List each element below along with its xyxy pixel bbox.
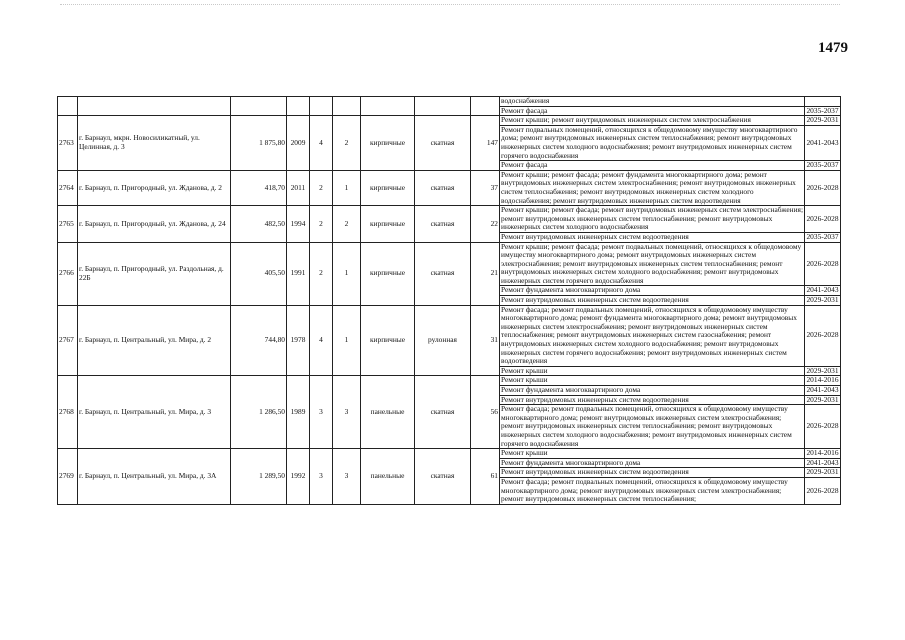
area-cell: 482,50 [231,206,287,242]
work-period-cell: 2041-2043 [806,285,839,295]
roof-type-cell: скатная [415,170,471,205]
wall-material-cell: кирпичные [361,242,415,305]
scan-noise-line [60,4,840,7]
apartments-cell: 56 [471,376,500,449]
table-row [58,305,841,366]
year-cell [287,97,310,116]
address-cell: г. Барнаул, мкрн. Новосиликатный, ул. Целинная, д. 3 [78,116,231,171]
year-cell: 2011 [287,170,310,205]
work-period-cell: 2035-2037 [806,232,839,241]
work-description-cell: Ремонт фасада [500,106,805,116]
work-description-cell: Ремонт внутридомовых инженерных систем водоотведения [500,232,805,242]
floors-cell: 3 [310,449,333,505]
year-cell: 1978 [287,305,310,376]
wall-material-cell: панельные [361,449,415,505]
address-cell: г. Барнаул, п. Пригородный, ул. Жданова, д. 24 [78,206,231,242]
entrances-cell: 2 [333,206,361,242]
roof-type-cell: скатная [415,242,471,305]
roof-type-cell: скатная [415,116,471,171]
work-period-cell: 2026-2028 [805,170,841,205]
address-cell [78,97,231,116]
entrances-cell: 1 [333,305,361,376]
work-description-cell: Ремонт фасада; ремонт подвальных помещений, относящихся к общедомовому имуществу многоквартирного дома; ремонт внутридомовых инженерных систем электроснабжения; ремонт внутридомовых инженерных систем теплоснабжения; [500,477,805,504]
house-number-cell: 2766 [58,242,78,305]
work-period-cell: 2026-2028 [805,405,841,449]
work-description-cell: Ремонт крыши [500,449,805,459]
year-cell: 2009 [287,116,310,171]
area-cell: 1 286,50 [231,376,287,449]
work-period-cell: 2029-2031 [806,467,839,477]
wall-material-cell: панельные [361,376,415,449]
work-period-cell: 2029-2031 [806,366,839,375]
table-row [58,116,841,126]
address-cell: г. Барнаул, п. Центральный, ул. Мира, д. 2 [78,305,231,376]
repair-schedule-table [57,96,841,505]
house-number-cell: 2769 [58,449,78,505]
roof-type-cell: скатная [415,449,471,505]
work-period-cell: 2029-2031 [806,295,839,305]
wall-material-cell: кирпичные [361,116,415,171]
area-cell: 1 875,80 [231,116,287,171]
entrances-cell: 2 [333,116,361,171]
entrances-cell: 3 [333,449,361,505]
apartments-cell: 61 [471,449,500,505]
work-description-cell: Ремонт подвальных помещений, относящихся к общедомовому имуществу многоквартирного дома; ремонт внутридомовых инженерных систем теплоснабжения; ремонт внутридомовых инженерных систем холодного водоснабжения; ремонт внутридомовых инженерных систем горячего водоснабжения [500,125,805,160]
area-cell [231,97,287,116]
wall-material-cell: кирпичные [361,305,415,376]
floors-cell: 2 [310,242,333,305]
area-cell: 405,50 [231,242,287,305]
area-cell: 744,80 [231,305,287,376]
table-row [58,242,841,286]
work-description-cell: Ремонт крыши; ремонт внутридомовых инженерных систем электроснабжения [500,116,805,126]
work-period-cell: 2029-2031 [806,395,839,404]
work-description-cell: Ремонт фасада; ремонт подвальных помещений, относящихся к общедомовому имуществу многоквартирного дома; ремонт фундамента многоквартирного дома; ремонт внутридомовых инженерных систем электроснабжения; ремонт внутридомовых инженерных систем теплоснабжения; ремонт внутридомовых инженерных систем газоснабжения; ремонт внутридомовых инженерных систем холодного водоснабжения; ремонт внутридомовых инженерных систем горячего водоснабжения; ремонт внутридомовых инженерных систем водоотведения [500,305,805,366]
work-description-cell: Ремонт фундамента многоквартирного дома [500,386,805,396]
work-description-cell: Ремонт крыши [500,366,805,376]
wall-material-cell: кирпичные [361,170,415,205]
work-period-cell: 2029-2031 [806,115,839,125]
apartments-cell: 21 [471,242,500,305]
work-description-cell: Ремонт крыши; ремонт фасада; ремонт подвальных помещений, относящихся к общедомовому имуществу многоквартирного дома; ремонт внутридомовых инженерных систем электроснабжения; ремонт внутридомовых инженерных систем теплоснабжения; ремонт внутридомовых инженерных систем холодного водоснабжения; ремонт внутридомовых инженерных систем горячего водоснабжения [500,242,805,286]
roof-type-cell [415,97,471,116]
work-period-cell: 2041-2043 [806,458,839,467]
work-description-cell: Ремонт крыши [500,376,805,386]
apartments-cell: 31 [471,305,500,376]
table-row [58,449,841,459]
entrances-cell: 1 [333,170,361,205]
floors-cell: 2 [310,206,333,242]
area-cell: 418,70 [231,170,287,205]
apartments-cell: 147 [471,116,500,171]
year-cell: 1991 [287,242,310,305]
work-period-cell: 2041-2043 [805,125,841,160]
year-cell: 1992 [287,449,310,505]
wall-material-cell [361,97,415,116]
page-number: 1479 [818,40,848,56]
table-row [58,170,841,205]
work-description-cell: Ремонт внутридомовых инженерных систем водоотведения [500,296,805,306]
address-cell: г. Барнаул, п. Центральный, ул. Мира, д. 3А [78,449,231,505]
floors-cell: 4 [310,116,333,171]
work-period-cell: 2026-2028 [805,305,841,366]
work-period-cell: 2041-2043 [806,385,839,394]
area-cell: 1 289,50 [231,449,287,505]
work-description-cell: Ремонт фундамента многоквартирного дома [500,458,805,468]
work-period-cell [805,97,841,107]
apartments-cell: 37 [471,170,500,205]
house-number-cell: 2764 [58,170,78,205]
year-cell: 1994 [287,206,310,242]
apartments-cell [471,97,500,116]
roof-type-cell: рулонная [415,305,471,376]
address-cell: г. Барнаул, п. Центральный, ул. Мира, д. 3 [78,376,231,449]
entrances-cell: 1 [333,242,361,305]
floors-cell [310,97,333,116]
floors-cell: 3 [310,376,333,449]
address-cell: г. Барнаул, п. Пригородный, ул. Жданова, д. 2 [78,170,231,205]
house-number-cell [58,97,78,116]
floors-cell: 2 [310,170,333,205]
work-description-cell: Ремонт фасада [500,161,805,171]
work-period-cell: 2014-2016 [806,448,839,458]
house-number-cell: 2768 [58,376,78,449]
work-description-cell: Ремонт внутридомовых инженерных систем водоотведения [500,468,805,478]
work-period-cell: 2035-2037 [806,106,839,115]
roof-type-cell: скатная [415,206,471,242]
entrances-cell [333,97,361,116]
work-period-cell: 2026-2028 [805,477,841,504]
work-description-cell: Ремонт крыши; ремонт фасада; ремонт фундамента многоквартирного дома; ремонт внутридомовых инженерных систем электроснабжения; ремонт внутридомовых инженерных систем теплоснабжения; ремонт внутридомовых инженерных систем холодного водоснабжения; ремонт внутридомовых инженерных систем водоотведения [500,170,805,205]
entrances-cell: 3 [333,376,361,449]
house-number-cell: 2765 [58,206,78,242]
house-number-cell: 2767 [58,305,78,376]
work-period-cell: 2026-2028 [805,206,841,233]
wall-material-cell: кирпичные [361,206,415,242]
table-row [58,376,841,386]
work-period-cell: 2014-2016 [806,375,839,385]
work-period-cell: 2035-2037 [806,160,839,170]
work-description-cell: Ремонт фундамента многоквартирного дома [500,286,805,296]
table-row [58,206,841,233]
work-period-cell: 2026-2028 [805,242,841,286]
house-number-cell: 2763 [58,116,78,171]
floors-cell: 4 [310,305,333,376]
table-row [58,97,841,107]
apartments-cell: 22 [471,206,500,242]
roof-type-cell: скатная [415,376,471,449]
work-description-cell: Ремонт фасада; ремонт подвальных помещений, относящихся к общедомовому имуществу многоквартирного дома; ремонт внутридомовых инженерных систем электроснабжения; ремонт внутридомовых инженерных систем теплоснабжения; ремонт внутридомовых инженерных систем холодного водоснабжения; ремонт внутридомовых инженерных систем горячего водоснабжения [500,405,805,449]
address-cell: г. Барнаул, п. Пригородный, ул. Раздольная, д. 22Б [78,242,231,305]
work-description-cell: водоснабжения [500,97,805,107]
year-cell: 1989 [287,376,310,449]
work-description-cell: Ремонт внутридомовых инженерных систем водоотведения [500,395,805,405]
work-description-cell: Ремонт крыши; ремонт фасада; ремонт внутридомовых инженерных систем электроснабжения; ремонт внутридомовых инженерных систем теплоснабжения; ремонт внутридомовых инженерных систем холодного водоснабжения [501,205,803,232]
